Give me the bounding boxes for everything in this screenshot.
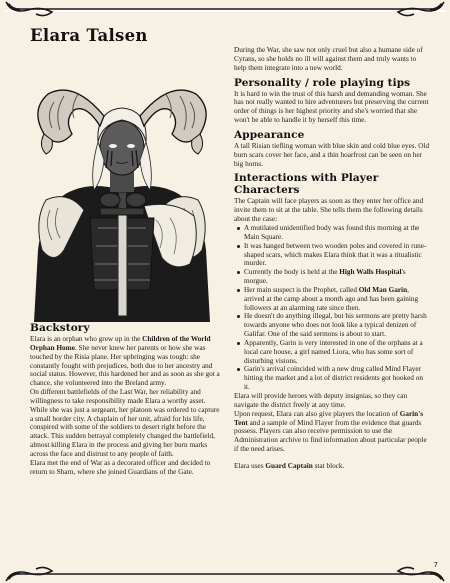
list-item: Her main suspect is the Prophet, called Old Man Garin, arrived at the camp about a month ago and has been gaining followers at an alarming rate since then. (234, 286, 430, 313)
list-item: A mutilated unidentified body was found this morning at the Main Square. (234, 224, 430, 242)
character-portrait (24, 50, 220, 322)
stat-block-name: Guard Captain (265, 461, 313, 470)
backstory-paragraph-2: On different battlefields of the Last War, her reliability and willingness to take responsibility made Elara a worthy asset. While she was just a sergeant, her platoon was ordered to capture a small border city. A chaplain of her unit, afraid for his life, conspired with some of the soldiers to desert right before the attack. This sudden betrayal completely changed the battlefield, almost killing Elara in the process and giving her burn marks across the face and distrust to any people of faith. (30, 388, 220, 458)
stat-block-text: Elara uses Guard Captain stat block. (234, 461, 345, 470)
page-title: Elara Talsen (30, 26, 148, 45)
interactions-intro: The Captain will face players as soon as they enter her office and invite them to sit at the table. She tells them the following details about the case: (234, 197, 424, 224)
right-column (234, 46, 430, 471)
backstory-paragraph-1: Elara is an orphan who grew up in the Children of the World Orphan Home. She never knew her parents or how she was touched by the Risia plane. Her upbringing was tough: she constantly fought with prejudices, both due to her ancestry and social status. However, this hardened her and as soon as she got a chance, she volunteered into the Breland army. (30, 335, 220, 388)
case-details-list (234, 224, 430, 392)
list-item: Garin's arrival coincided with a new drug called Mind Flayer hitting the market and a lot of district residents got hooked on it. (234, 365, 430, 392)
list-item: He doesn't do anything illegal, but his sermons are pretty harsh towards anyone who does not look like a typical denizen of Galifar. One of the said sermons is about to start. (234, 312, 430, 339)
page-number: 7 (433, 561, 438, 569)
backstory-heading: Backstory (30, 322, 90, 334)
top-border-ornament (0, 0, 450, 26)
appearance-heading: Appearance (234, 128, 305, 141)
backstory-paragraph-3: Elara met the end of War as a decorated officer and decided to return to Sharn, where she joined Guardians of the Gate. (30, 458, 211, 476)
bottom-border-ornament (0, 557, 450, 583)
appearance-text: A tall Risian tiefling woman with blue skin and cold blue eyes. Old burn scars cover her face, and a thin hoarfrost can be seen on her big horns. (234, 141, 430, 168)
interactions-heading: Interactions with Player Characters (234, 172, 379, 197)
backstory-section (30, 322, 220, 477)
tent-location-name: Garin's Tent (234, 409, 424, 427)
appearance-section (234, 129, 430, 169)
orphan-home-name: Children of the World Orphan Home (30, 335, 211, 352)
deputy-insignia-text: Elara will provide heroes with deputy insignias, so they can navigate the district freely at any time. (234, 392, 408, 409)
hospital-name: High Walls Hospital (339, 268, 402, 277)
request-text: Upon request, Elara can also give players the location of Garin's Tent and a sample of Mind Flayer from the evidence that guards possess. Players can also receive permission to use the Administration archive to find information about particular people if the need arises. (234, 409, 427, 454)
personality-section (234, 77, 430, 125)
personality-heading: Personality / role playing tips (234, 76, 411, 89)
list-item: Currently the body is held at the High Walls Hospital's morgue. (234, 268, 430, 286)
war-intro-paragraph: During the War, she saw not only cruel but also a humane side of Cyrans, so she holds no ill will against them and truly wants to help them integrate into a new world. (234, 46, 423, 72)
suspect-name: Old Man Garin (358, 285, 408, 294)
list-item: It was hanged between two wooden poles and covered in rune-shaped scars, which makes Elara think that it was a ritualistic murder. (234, 242, 430, 269)
interactions-section (234, 172, 430, 470)
list-item: Apparently, Garin is very interested in one of the orphans at a local care house, a girl named Liora, who has some sort of disturbing visions. (234, 339, 430, 366)
personality-text: It is hard to win the trust of this harsh and demanding woman. She has not really wanted to hire adventurers but preserving the current order of things is her highest priority and she's worried that she won't be able to handle it by herself this time. (234, 89, 429, 125)
